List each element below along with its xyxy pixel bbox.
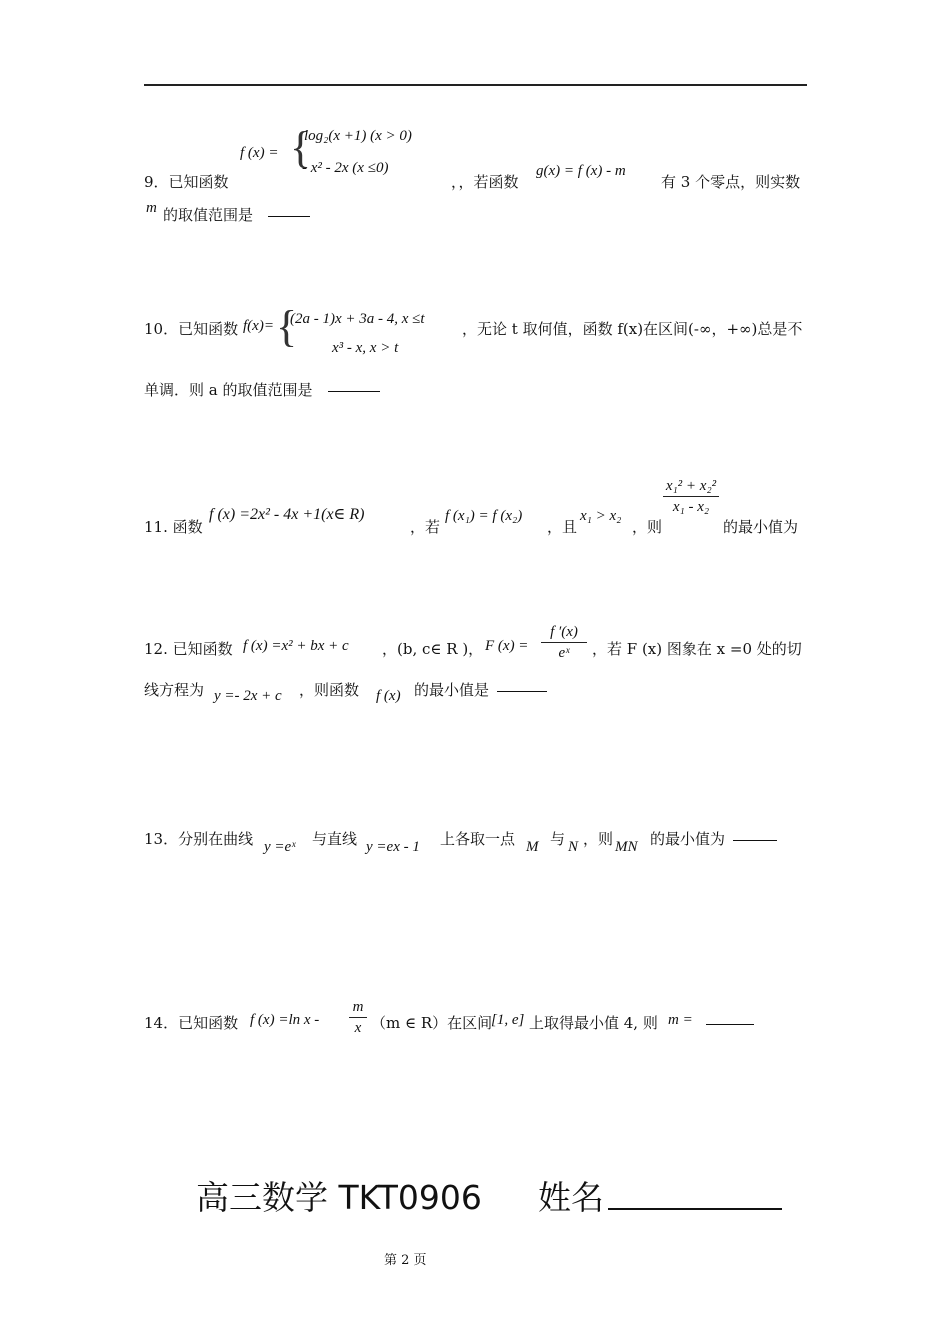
p9-f-lhs: f (x) = <box>240 145 279 161</box>
p13-mid1: 与直线 <box>312 830 358 848</box>
p13-tail: 的最小值为 <box>650 830 726 848</box>
p9-answer-blank[interactable] <box>268 203 310 217</box>
p11-frac-den: x₁ - x₂ <box>672 499 710 515</box>
p13-mid3: 与 <box>550 830 566 848</box>
p13-line: y =ex - 1 <box>366 839 420 855</box>
p11-cond1: ，若 <box>410 518 441 536</box>
p10-number: 10．已知函数 <box>144 320 239 338</box>
p14-number: 14．已知函数 <box>144 1014 239 1032</box>
p12-line2-a: 线方程为 <box>144 681 205 699</box>
p14-answer-blank[interactable] <box>706 1011 754 1025</box>
p9-tail-b: 有 3 个零点，则实数 <box>661 173 801 191</box>
p14-fraction <box>349 999 367 1037</box>
p12-fraction <box>541 624 587 662</box>
p9-var-m: m <box>146 200 157 216</box>
p14-frac-num: m <box>349 999 367 1018</box>
p12-line2-b: ，则函数 <box>299 681 360 699</box>
p10-brace: { <box>276 302 298 351</box>
page-number: 第 2 页 <box>384 1253 427 1268</box>
p12-frac-num: f ′(x) <box>541 624 587 643</box>
p11-cond3: ，则 <box>632 518 663 536</box>
p10-line2-text: 单调．则 a 的取值范围是 <box>144 381 313 399</box>
p13-number: 13．分别在曲线 <box>144 830 254 848</box>
p12-number: 12. 已知函数 <box>144 640 233 658</box>
p9-g-expr: g(x) = f (x) - m <box>536 163 626 179</box>
p13-curve: y =eˣ <box>264 839 296 855</box>
p14-tail: 上取得最小值 4, 则 <box>529 1014 658 1032</box>
p14-f-expr: f (x) =ln x - <box>250 1012 320 1028</box>
p11-f-expr: f (x) =2x² - 4x +1(x∈ R) <box>209 506 365 523</box>
p12-frac-den: eˣ <box>558 645 570 661</box>
p14-m-eq: m = <box>668 1012 693 1028</box>
p11-fraction <box>663 478 719 516</box>
p13-answer-blank[interactable] <box>733 827 777 841</box>
p14-paren: （m ∈ R）在区间 <box>371 1014 493 1032</box>
p9-tail-a: ，，若函数 <box>451 173 519 191</box>
p11-cond2: ，且 <box>547 518 578 536</box>
p12-tail: ，若 F (x) 图象在 x =0 处的切 <box>592 640 802 658</box>
header-rule <box>144 84 807 86</box>
p9-line2-text: 的取值范围是 <box>163 206 254 224</box>
p13-mid2: 上各取一点 <box>440 830 516 848</box>
p10-answer-blank[interactable] <box>328 378 380 392</box>
p14-frac-den: x <box>354 1020 362 1036</box>
p9-case1: log₂(x +1) (x > 0) <box>304 128 412 144</box>
p9-number: 9．已知函数 <box>144 173 229 191</box>
p12-answer-blank[interactable] <box>497 678 547 692</box>
p10-case2: x³ - x, x > t <box>332 340 399 356</box>
p13-MN: MN <box>615 839 638 855</box>
p12-line2-c: 的最小值是 <box>414 681 490 699</box>
name-blank[interactable] <box>608 1208 782 1210</box>
p12-line2-expr: y =- 2x + c <box>214 688 282 704</box>
p13-M: M <box>526 839 539 855</box>
p9-case2: - x² - 2x (x ≤0) <box>302 160 389 176</box>
p12-paren: ，(b, c∈ R )， <box>382 640 484 658</box>
p12-F-lhs: F (x) = <box>485 638 529 654</box>
p11-cond2-expr: x₁ > x₂ <box>580 508 622 524</box>
p10-f-text: f(x)= <box>243 318 274 334</box>
p11-tail: 的最小值为 <box>723 518 799 536</box>
p10-tail: ，无论 t 取何值，函数 f(x)在区间(-∞，+∞)总是不 <box>462 320 803 338</box>
p14-interval: [1, e] <box>491 1012 525 1028</box>
footer-title: 高三数学 TKT0906 <box>196 1178 482 1217</box>
p12-line2-f: f (x) <box>376 688 401 704</box>
p13-mid4: ，则 <box>583 830 614 848</box>
p11-number: 11. 函数 <box>144 518 203 536</box>
p11-frac-num: x₁² + x₂² <box>663 478 719 497</box>
p11-cond1-expr: f (x₁) = f (x₂) <box>445 508 523 524</box>
p13-N: N <box>568 839 579 855</box>
name-label: 姓名 <box>538 1178 604 1217</box>
p10-case1: (2a - 1)x + 3a - 4, x ≤t <box>290 311 425 327</box>
p9-brace: { <box>290 123 312 172</box>
p12-f-expr: f (x) =x² + bx + c <box>243 638 349 654</box>
